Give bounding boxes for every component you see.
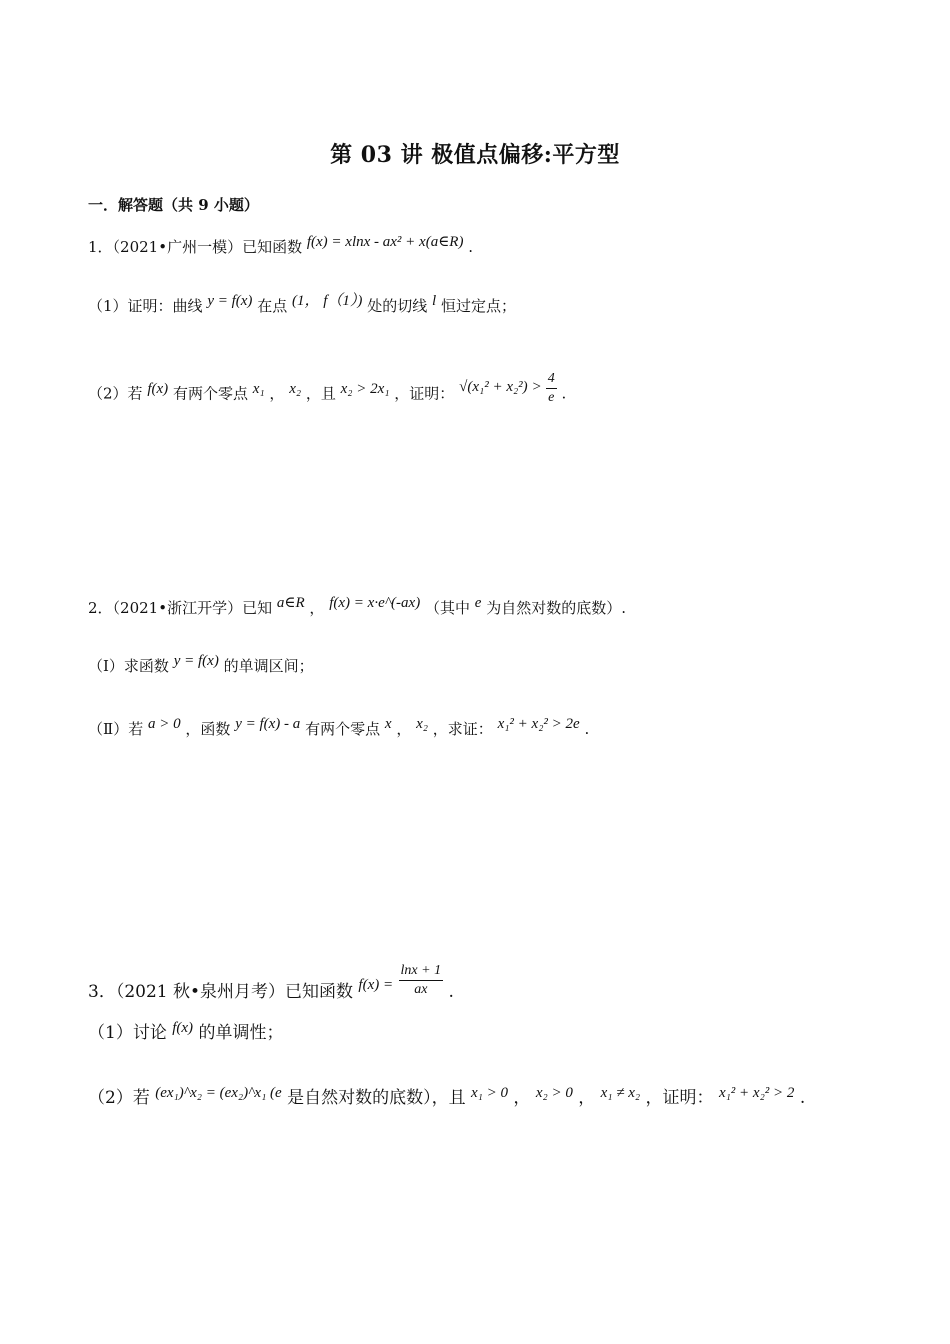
q1-part1-formula1: y = f(x): [207, 293, 253, 309]
q2-part1-a: （Ⅰ）求函数: [88, 657, 169, 675]
q2-part2: [88, 718, 589, 739]
q3-stem-den: ax: [414, 982, 428, 997]
q3-part2-b: 是自然对数的底数），且: [287, 1088, 466, 1108]
q3-part2-c2: x₂ > 0: [535, 1085, 573, 1101]
q1-part2: [88, 371, 567, 413]
q3-part2-c1: x₁ > 0: [471, 1085, 509, 1101]
q1-part1-b: 在点: [257, 297, 288, 315]
q1-part2-d: ，证明：: [394, 384, 455, 403]
q2-stem-note-a: （其中: [424, 599, 470, 617]
q3-stem-lhs: f(x) =: [358, 977, 394, 993]
q3-stem-end: .: [448, 982, 454, 1002]
q3-part2-c3: x₁ ≠ x₂: [600, 1085, 641, 1101]
q1-part2-sep: ，: [269, 384, 285, 403]
q3-part2-sep2: ，: [578, 1088, 596, 1108]
q3-part1: [88, 1018, 283, 1043]
q2-stem-formula: f(x) = x·e^(-ax): [329, 595, 421, 611]
q1-stem-formula: f(x) = xlnx - ax² + x(a∈R): [306, 234, 464, 250]
q1-part2-x1: x₁: [252, 380, 265, 397]
q2-stem: [88, 597, 626, 618]
q2-part2-a: （Ⅱ）若: [88, 720, 144, 738]
q2-part2-goal: x₁² + x₂² > 2e: [497, 716, 580, 732]
q3-part1-b: 的单调性；: [198, 1023, 284, 1043]
q2-part1-formula: y = f(x): [173, 653, 219, 669]
q2-part2-cond: a > 0: [147, 716, 181, 732]
q1-part2-b: 有两个零点: [172, 384, 248, 403]
q2-stem-cond: a∈R: [276, 595, 305, 611]
q2-part1: [88, 655, 314, 676]
q1-part2-a: （2）若: [88, 384, 143, 403]
q1-part2-goal-num: 4: [546, 370, 557, 389]
q3-part2: [88, 1083, 805, 1108]
page-title: 第 03 讲 极值点偏移:平方型: [330, 142, 620, 168]
q2-part1-b: 的单调区间；: [223, 657, 314, 675]
q2-part2-x1: x: [384, 716, 392, 732]
section-heading: 一．解答题（共 9 小题）: [88, 196, 259, 214]
q1-part2-cond: x₂ > 2x₁: [340, 380, 390, 397]
q2-stem-sep: ，: [309, 599, 325, 617]
q3-part2-sep1: ，: [513, 1088, 531, 1108]
q1-part2-goal-lhs: √(x₁² + x₂²): [459, 378, 528, 395]
q3-part2-end: .: [799, 1088, 806, 1108]
q3-part2-formula: (ex₁)^x₂ = (ex₂)^x₁ (e: [155, 1085, 282, 1101]
q1-part2-goal-op: >: [532, 378, 541, 395]
q3-part1-a: （1）讨论: [88, 1023, 167, 1043]
q2-part2-end: .: [584, 720, 590, 738]
q3-part2-c: ，证明：: [645, 1088, 714, 1108]
q1-part2-goal-den: e: [548, 390, 555, 405]
q1-stem: [88, 236, 473, 257]
q2-part2-formula: y = f(x) - a: [235, 716, 301, 732]
q3-part2-a: （2）若: [88, 1088, 150, 1108]
q1-part2-c: ，且: [305, 384, 336, 403]
q1-part1-a: （1）证明：曲线: [88, 297, 203, 315]
q1-part1-l: l: [432, 293, 437, 309]
q1-part2-goal-fraction: [546, 370, 557, 407]
q1-part1-formula2: (1， f（1）): [292, 293, 363, 309]
q2-part2-b: ，函数: [185, 720, 231, 738]
q1-part2-end: .: [561, 384, 567, 403]
q1-part1: [88, 295, 516, 316]
q3-stem: [88, 963, 454, 1011]
q1-stem-end: .: [468, 238, 474, 256]
q2-part2-c: 有两个零点: [305, 720, 381, 738]
q3-stem-num: lnx + 1: [399, 962, 444, 981]
q1-part2-x2: x₂: [289, 380, 302, 397]
q1-part1-d: 恒过定点；: [440, 297, 516, 315]
q1-part1-c: 处的切线: [367, 297, 428, 315]
q3-part2-goal: x₁² + x₂² > 2: [718, 1085, 795, 1101]
q2-part2-x2: x₂: [416, 716, 428, 732]
q3-stem-prefix: 3．（2021 秋•泉州月考）已知函数: [88, 982, 354, 1002]
q2-stem-prefix: 2．（2021•浙江开学）已知: [88, 599, 273, 617]
q1-part2-f: f(x): [147, 380, 169, 397]
q3-part1-f: f(x): [172, 1020, 194, 1036]
q2-stem-note-e: e: [474, 595, 482, 611]
q1-stem-prefix: 1．（2021•广州一模）已知函数: [88, 238, 303, 256]
q3-stem-fraction: [399, 962, 444, 999]
q2-stem-note-b: 为自然对数的底数）.: [486, 599, 627, 617]
q2-part2-d: ，求证：: [432, 720, 493, 738]
q2-part2-sep: ，: [396, 720, 412, 738]
